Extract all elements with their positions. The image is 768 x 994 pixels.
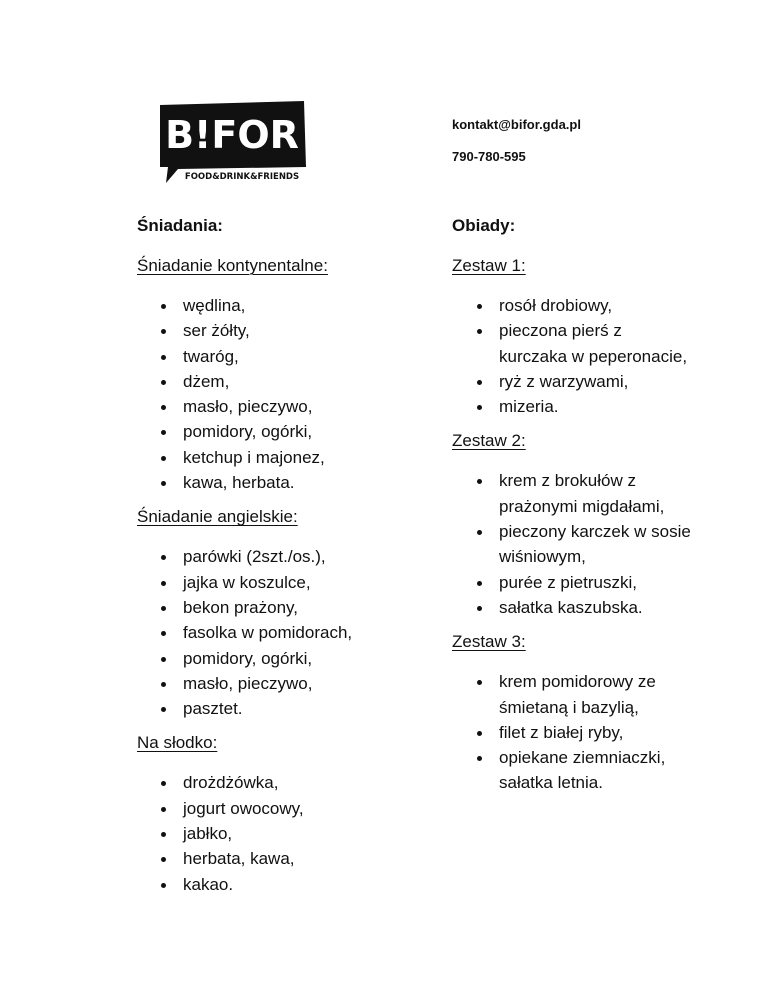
list-item <box>452 595 692 620</box>
list-item-text: ketchup i majonez, <box>183 447 325 467</box>
list-item-text: purée z pietruszki, <box>499 572 637 592</box>
bullet-icon <box>161 405 166 410</box>
logo-tagline: FOOD&DRINK&FRIENDS <box>184 172 300 182</box>
bullet-icon <box>161 682 166 687</box>
list-item-text: fasolka w pomidorach, <box>183 623 353 643</box>
bullet-icon <box>161 857 166 862</box>
bullet-icon <box>161 456 166 461</box>
bullet-icon <box>161 707 166 712</box>
list-item-text: sałatka kaszubska. <box>499 597 643 617</box>
list-item-text: ser żółty, <box>183 321 250 341</box>
list-item <box>452 468 692 519</box>
breakfast-column <box>137 214 427 907</box>
list-item-text: kawa, herbata. <box>183 473 295 493</box>
bullet-icon <box>477 756 482 761</box>
list-item-text: krem pomidorowy ze śmietaną i bazylią, <box>499 672 656 717</box>
list-item <box>137 821 427 846</box>
lunch-heading: Obiady: <box>452 216 516 235</box>
list-item-text: rosół drobiowy, <box>499 296 613 315</box>
contact-email[interactable]: kontakt@bifor.gda.pl <box>452 117 581 132</box>
list-item <box>137 671 427 696</box>
lunch-section-title: Zestaw 3: <box>452 632 526 652</box>
list-item <box>452 669 692 720</box>
list-item <box>452 720 692 745</box>
list-item <box>137 846 427 871</box>
bullet-icon <box>161 304 166 309</box>
bullet-icon <box>161 883 166 888</box>
breakfast-heading: Śniadania: <box>137 216 223 235</box>
list-item <box>452 570 692 595</box>
bullet-icon <box>161 380 166 385</box>
list-item-text: wędlina, <box>183 296 246 315</box>
list-item <box>452 293 692 318</box>
list-item-text: masło, pieczywo, <box>183 397 313 417</box>
list-item-text: krem z brokułów z prażonymi migdałami, <box>499 471 665 516</box>
list-item <box>452 369 692 394</box>
list-item-text: drożdżówka, <box>183 773 279 793</box>
logo-wordmark: B!FOR <box>165 113 299 157</box>
list-item-text: pieczona pierś z kurczaka w peperonacie, <box>499 321 688 366</box>
list-item-text: mizeria. <box>499 397 559 417</box>
bullet-icon <box>161 631 166 636</box>
list-item <box>452 745 692 796</box>
bullet-icon <box>477 380 482 385</box>
list-item <box>137 470 427 495</box>
lunch-sections <box>452 254 692 796</box>
lunch-section-title: Zestaw 2: <box>452 431 526 451</box>
bullet-icon <box>161 781 166 786</box>
lunch-item-list <box>452 293 692 419</box>
list-item-text: pomidory, ogórki, <box>183 648 313 668</box>
list-item <box>137 369 427 394</box>
list-item-text: dżem, <box>183 371 230 391</box>
list-item-text: bekon prażony, <box>183 597 298 617</box>
bullet-icon <box>161 832 166 837</box>
bullet-icon <box>161 657 166 662</box>
list-item-text: jabłko, <box>183 824 233 844</box>
bullet-icon <box>477 680 482 685</box>
list-item-text: herbata, kawa, <box>183 849 295 869</box>
list-item <box>137 796 427 821</box>
list-item <box>137 696 427 721</box>
contact-block <box>452 117 581 181</box>
list-item <box>137 445 427 470</box>
breakfast-section-title: Śniadanie angielskie: <box>137 507 298 527</box>
list-item-text: jajka w koszulce, <box>183 572 311 592</box>
breakfast-section-title: Na słodko: <box>137 733 218 753</box>
contact-phone[interactable]: 790-780-595 <box>452 149 526 164</box>
bullet-icon <box>477 304 482 309</box>
breakfast-item-list <box>137 544 427 721</box>
list-item-text: jogurt owocowy, <box>183 798 304 818</box>
breakfast-section-title: Śniadanie kontynentalne: <box>137 256 328 275</box>
list-item-text: ryż z warzywami, <box>499 371 629 391</box>
logo-mark <box>158 101 306 183</box>
list-item <box>137 419 427 444</box>
list-item-text: opiekane ziemniaczki, sałatka letnia. <box>499 748 666 793</box>
bullet-icon <box>161 355 166 360</box>
bullet-icon <box>161 807 166 812</box>
list-item <box>137 620 427 645</box>
list-item-text: pasztet. <box>183 699 243 719</box>
list-item <box>137 394 427 419</box>
list-item <box>452 519 692 570</box>
list-item-text: masło, pieczywo, <box>183 673 313 693</box>
lunch-item-list <box>452 468 692 620</box>
breakfast-item-list <box>137 293 427 495</box>
list-item-text: pieczony karczek w sosie wiśniowym, <box>499 522 691 567</box>
bullet-icon <box>477 731 482 736</box>
list-item <box>452 394 692 419</box>
list-item <box>452 318 692 369</box>
list-item <box>137 570 427 595</box>
list-item <box>137 872 427 897</box>
breakfast-sections <box>137 254 427 897</box>
list-item-text: parówki (2szt./os.), <box>183 547 326 567</box>
list-item-text: pomidory, ogórki, <box>183 422 313 442</box>
bifor-logo <box>158 101 306 183</box>
list-item-text: filet z białej ryby, <box>499 722 624 742</box>
list-item <box>137 318 427 343</box>
list-item <box>137 595 427 620</box>
lunch-section-title: Zestaw 1: <box>452 256 526 275</box>
bullet-icon <box>477 405 482 410</box>
breakfast-item-list <box>137 770 427 896</box>
bullet-icon <box>477 530 482 535</box>
lunch-item-list <box>452 669 692 795</box>
bullet-icon <box>161 481 166 486</box>
list-item <box>137 770 427 795</box>
list-item-text: kakao. <box>183 874 234 894</box>
list-item-text: twaróg, <box>183 346 239 366</box>
bullet-icon <box>161 581 166 586</box>
bullet-icon <box>477 581 482 586</box>
list-item <box>137 646 427 671</box>
list-item <box>137 293 427 318</box>
bullet-icon <box>161 555 166 560</box>
bullet-icon <box>477 479 482 484</box>
bullet-icon <box>477 606 482 611</box>
lunch-column <box>452 214 692 806</box>
bullet-icon <box>161 329 166 334</box>
bullet-icon <box>477 329 482 334</box>
bullet-icon <box>161 606 166 611</box>
list-item <box>137 544 427 569</box>
list-item <box>137 344 427 369</box>
bullet-icon <box>161 430 166 435</box>
